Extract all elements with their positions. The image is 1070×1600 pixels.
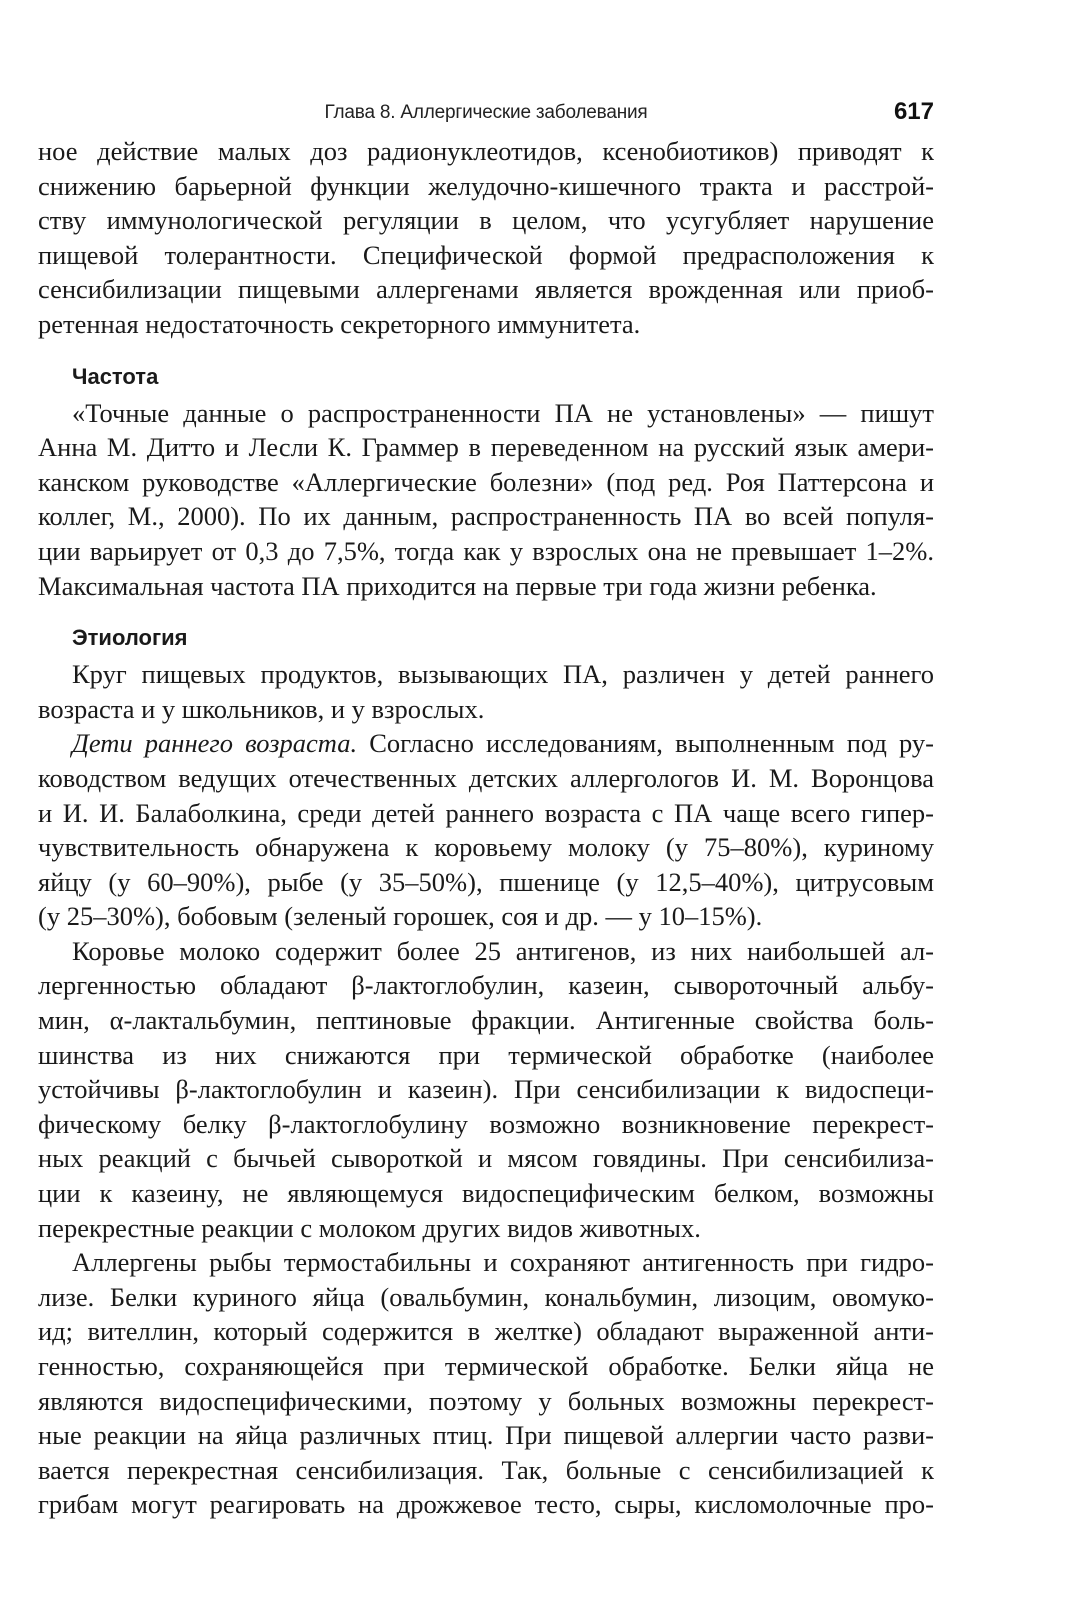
text-line: Коровье молоко содержит более 25 антигенов, из них наибольшей ал-	[72, 935, 934, 966]
section-heading-frequency: Частота	[72, 363, 159, 389]
text-line: пищевой толерантности. Специфической формой предрасположения к	[38, 239, 934, 270]
text-line: яйцу (у 60–90%), рыбе (у 35–50%), пшенице (у 12,5–40%), цитрусовым	[38, 866, 934, 897]
text-line: ству иммунологической регуляции в целом, что усугубляет нарушение	[38, 205, 934, 236]
frequency-paragraph	[38, 396, 934, 604]
text-line: ное действие малых доз радионуклеотидов, ксенобиотиков) приводят к	[38, 136, 934, 166]
text-line: коллег, М., 2000). По их данным, распространенность ПА во всей популя-	[38, 501, 934, 532]
text-line: чувствительность обнаружена к коровьему молоку (у 75–80%), куриному	[38, 832, 934, 863]
text-run: Согласно исследованиям, выполненным под ру-	[357, 728, 934, 759]
text-line: «Точные данные о распространенности ПА не установлены» — пишут	[72, 397, 934, 428]
text-line	[38, 726, 934, 761]
intro-paragraph	[38, 134, 934, 342]
text-line: ции варьирует от 0,3 до 7,5%, тогда как у взрослых она не превышает 1–2%.	[38, 535, 934, 566]
text-line: возраста и у школьников, и у взрослых.	[38, 693, 485, 724]
running-title: Глава 8. Аллергические заболевания	[324, 102, 648, 123]
text-line: грибам могут реагировать на дрожжевое тесто, сыры, кисломолочные про-	[38, 1489, 934, 1520]
text-line: ретенная недостаточность секреторного иммунитета.	[38, 308, 641, 339]
etiology-paragraph-2	[38, 726, 934, 934]
text-line: лизе. Белки куриного яйца (овальбумин, кональбумин, лизоцим, овомуко-	[38, 1281, 934, 1312]
text-line: генностью, сохраняющейся при термической обработке. Белки яйца не	[38, 1351, 934, 1381]
text-line: Анна М. Дитто и Лесли К. Граммер в переведенном на русский язык амери-	[38, 432, 934, 463]
text-line: мин, α-лактальбумин, пептиновые фракции. Антигенные свойства боль-	[38, 1005, 934, 1036]
text-line: лергенностью обладают β-лактоглобулин, казеин, сывороточный альбу-	[38, 970, 934, 1001]
text-line: устойчивы β-лактоглобулин и казеин). При сенсибилизации к видоспеци-	[38, 1074, 934, 1105]
text-line: ид; вителлин, который содержится в желтке) обладают выраженной анти-	[38, 1316, 934, 1347]
text-line: перекрестные реакции с молоком других видов животных.	[38, 1212, 701, 1243]
text-line: сенсибилизации пищевыми аллергенами является врожденная или приоб-	[38, 274, 934, 305]
text-line: шинства из них снижаются при термической обработке (наиболее	[38, 1039, 934, 1070]
italic-lead: Дети раннего возраста.	[72, 728, 358, 759]
book-page	[38, 98, 934, 1522]
text-line: Аллергены рыбы термостабильны и сохраняют антигенность при гидро-	[72, 1247, 934, 1278]
text-line: ных реакций с бычьей сывороткой и мясом говядины. При сенсибилиза-	[38, 1143, 934, 1174]
running-header	[38, 98, 934, 128]
text-line: ции к казеину, не являющемуся видоспецифическим белком, возможны	[38, 1178, 934, 1209]
text-line: являются видоспецифическими, поэтому у больных возможны перекрест-	[38, 1385, 934, 1416]
text-line: и И. И. Балаболкина, среди детей раннего возраста с ПА чаще всего гипер-	[38, 797, 934, 828]
etiology-paragraph-1	[38, 657, 934, 726]
page-number: 617	[893, 98, 934, 125]
text-line: ные реакции на яйца различных птиц. При пищевой аллергии часто разви-	[38, 1420, 934, 1451]
section-heading-etiology: Этиология	[72, 625, 188, 651]
text-line: Максимальная частота ПА приходится на первые три года жизни ребенка.	[38, 570, 877, 601]
text-line: фическому белку β-лактоглобулину возможно возникновение перекрест-	[38, 1108, 934, 1139]
text-line: (у 25–30%), бобовым (зеленый горошек, соя и др. — у 10–15%).	[38, 901, 763, 932]
text-line: ководством ведущих отечественных детских аллергологов И. М. Воронцова	[38, 762, 934, 793]
text-line: вается перекрестная сенсибилизация. Так, больные с сенсибилизацией к	[38, 1454, 934, 1485]
text-line: канском руководстве «Аллергические болезни» (под ред. Роя Паттерсона и	[38, 466, 934, 497]
text-line: снижению барьерной функции желудочно-кишечного тракта и расстрой-	[38, 170, 934, 201]
text-line: Круг пищевых продуктов, вызывающих ПА, различен у детей раннего	[72, 659, 934, 690]
etiology-paragraph-4	[38, 1245, 934, 1522]
etiology-paragraph-3	[38, 934, 934, 1245]
